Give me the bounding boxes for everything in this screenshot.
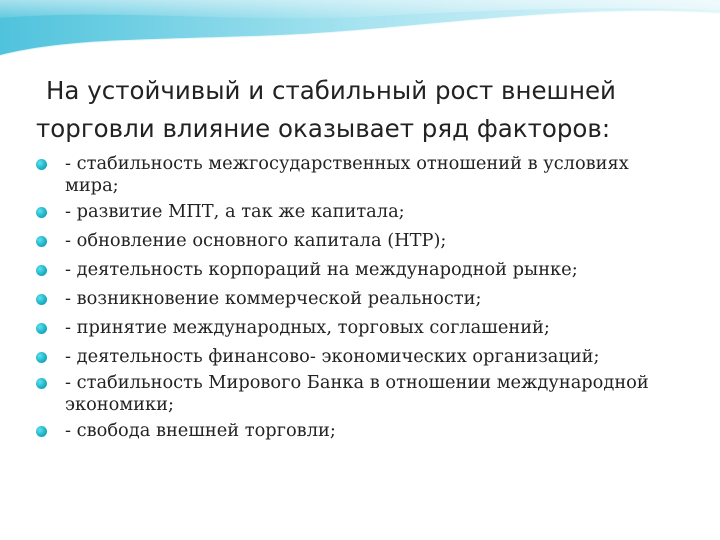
bullet-icon [36,323,47,334]
bullet-icon [36,236,47,247]
list-item-text: - развитие МПТ, а так же капитала; [65,201,405,222]
factors-list [36,153,686,449]
bullet-icon [36,352,47,363]
slide-title [36,72,696,148]
list-item [36,420,686,442]
list-item-text: - стабильность Мирового Банка в отношении международной экономики; [65,372,649,415]
bullet-icon [36,378,47,389]
list-item-text: - свобода внешней торговли; [65,420,336,441]
bullet-icon [36,265,47,276]
list-item [36,288,686,310]
bullet-icon [36,426,47,437]
list-item [36,346,686,368]
slide-title-text: На устойчивый и стабильный рост внешней торговли влияние оказывает ряд факторов: [36,76,616,143]
list-item [36,372,686,416]
list-item [36,201,686,223]
list-item-text: - деятельность финансово- экономических организаций; [65,346,600,367]
header-wave-decoration [0,0,720,80]
list-item-text: - принятие международных, торговых соглашений; [65,317,550,338]
list-item-text: - возникновение коммерческой реальности; [65,288,482,309]
list-item [36,230,686,252]
list-item [36,259,686,281]
bullet-icon [36,159,47,170]
bullet-icon [36,294,47,305]
bullet-icon [36,207,47,218]
list-item [36,153,686,197]
list-item-text: - обновление основного капитала (НТР); [65,230,447,251]
list-item-text: - стабильность межгосударственных отношений в условиях мира; [65,153,629,196]
list-item [36,317,686,339]
list-item-text: - деятельность корпораций на международной рынке; [65,259,578,280]
